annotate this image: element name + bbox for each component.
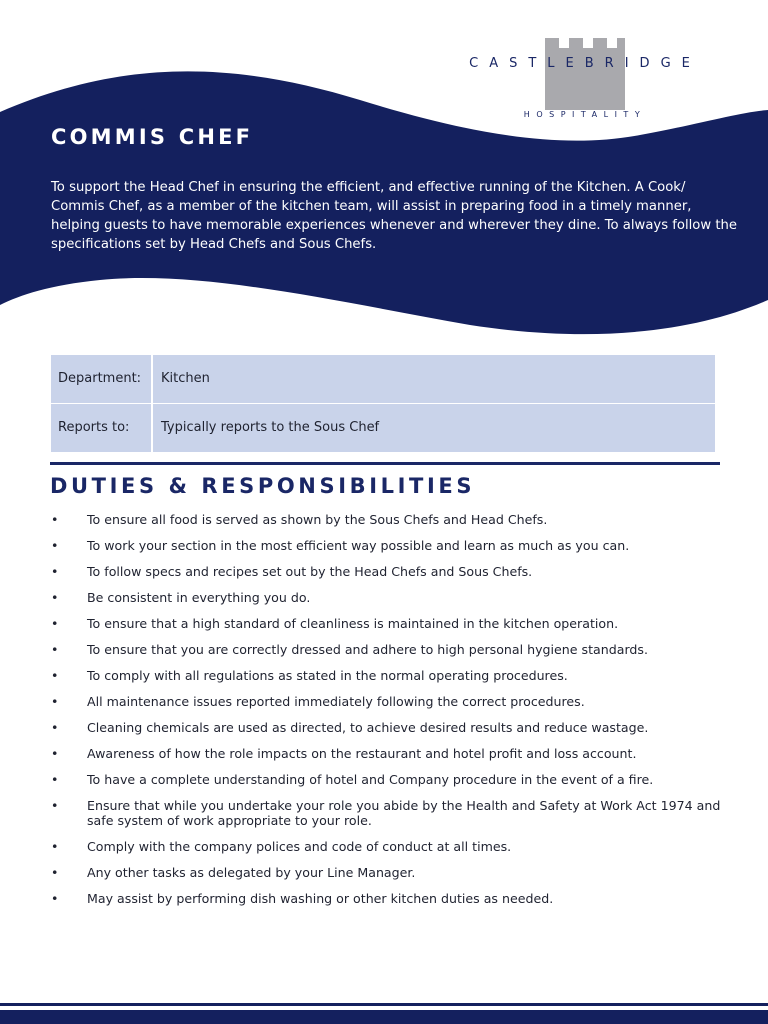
- castlebridge-logo: [450, 36, 720, 124]
- bullet-icon: •: [51, 772, 59, 787]
- bullet-icon: •: [51, 564, 59, 579]
- reports-to-label: Reports to:: [51, 404, 151, 452]
- list-item: • To work your section in the most efficient way possible and learn as much as you can.: [51, 538, 630, 553]
- list-item: • Be consistent in everything you do.: [51, 590, 311, 605]
- department-label: Department:: [51, 355, 151, 403]
- list-item: • All maintenance issues reported immediately following the correct procedures.: [51, 694, 585, 709]
- footer-bar: [0, 1010, 768, 1024]
- list-item: • To ensure that you are correctly dressed and adhere to high personal hygiene standards.: [51, 642, 648, 657]
- logo-subtitle: HOSPITALITY: [523, 110, 647, 119]
- bullet-icon: •: [51, 746, 59, 761]
- bullet-icon: •: [51, 668, 59, 683]
- list-item: • To ensure all food is served as shown by the Sous Chefs and Head Chefs.: [51, 512, 548, 527]
- bullet-icon: •: [51, 642, 59, 657]
- bullet-icon: •: [51, 891, 59, 906]
- list-item: • May assist by performing dish washing or other kitchen duties as needed.: [51, 891, 554, 906]
- bullet-icon: •: [51, 720, 59, 735]
- list-item: • Ensure that while you undertake your role you abide by the Health and Safety at Work Act 1974 and safe system of work appropriate to your role.: [51, 798, 721, 828]
- bullet-icon: •: [51, 616, 59, 631]
- duties-list: [51, 512, 721, 917]
- bullet-icon: •: [51, 512, 59, 527]
- list-item: • To comply with all regulations as stated in the normal operating procedures.: [51, 668, 568, 683]
- bullet-icon: •: [51, 839, 59, 854]
- bullet-icon: •: [51, 798, 59, 813]
- department-row: [51, 355, 715, 403]
- list-item: • To have a complete understanding of hotel and Company procedure in the event of a fire.: [51, 772, 654, 787]
- department-value: Kitchen: [153, 355, 715, 403]
- castle-tower-icon: [545, 38, 625, 110]
- reports-to-value: Typically reports to the Sous Chef: [153, 404, 715, 452]
- footer-rule: [0, 1003, 768, 1006]
- bullet-icon: •: [51, 694, 59, 709]
- bullet-icon: •: [51, 538, 59, 553]
- list-item: • Cleaning chemicals are used as directed, to achieve desired results and reduce wastage.: [51, 720, 649, 735]
- role-summary: To support the Head Chef in ensuring the efficient, and effective running of the Kitchen. A Cook/ Commis Chef, as a member of the kitchen team, will assist in preparing food in a timely manner, helping guests to have memorable experiences whenever and wherever they dine. To always follow the specifications set by Head Chefs and Sous Chefs.: [51, 180, 737, 252]
- reports-to-row: [51, 404, 715, 452]
- list-item: • To ensure that a high standard of cleanliness is maintained in the kitchen operation.: [51, 616, 619, 631]
- logo-wordmark: CASTLEBRIDGE: [469, 56, 701, 71]
- list-item: • Any other tasks as delegated by your Line Manager.: [51, 865, 416, 880]
- page-title: COMMIS CHEF: [51, 125, 254, 149]
- list-item: • To follow specs and recipes set out by the Head Chefs and Sous Chefs.: [51, 564, 533, 579]
- role-info-table: [51, 355, 715, 452]
- list-item: • Awareness of how the role impacts on the restaurant and hotel profit and loss account.: [51, 746, 637, 761]
- list-item: • Comply with the company polices and code of conduct at all times.: [51, 839, 512, 854]
- bullet-icon: •: [51, 590, 59, 605]
- duties-title: DUTIES & RESPONSIBILITIES: [50, 474, 476, 498]
- bullet-icon: •: [51, 865, 59, 880]
- section-divider: [50, 462, 720, 465]
